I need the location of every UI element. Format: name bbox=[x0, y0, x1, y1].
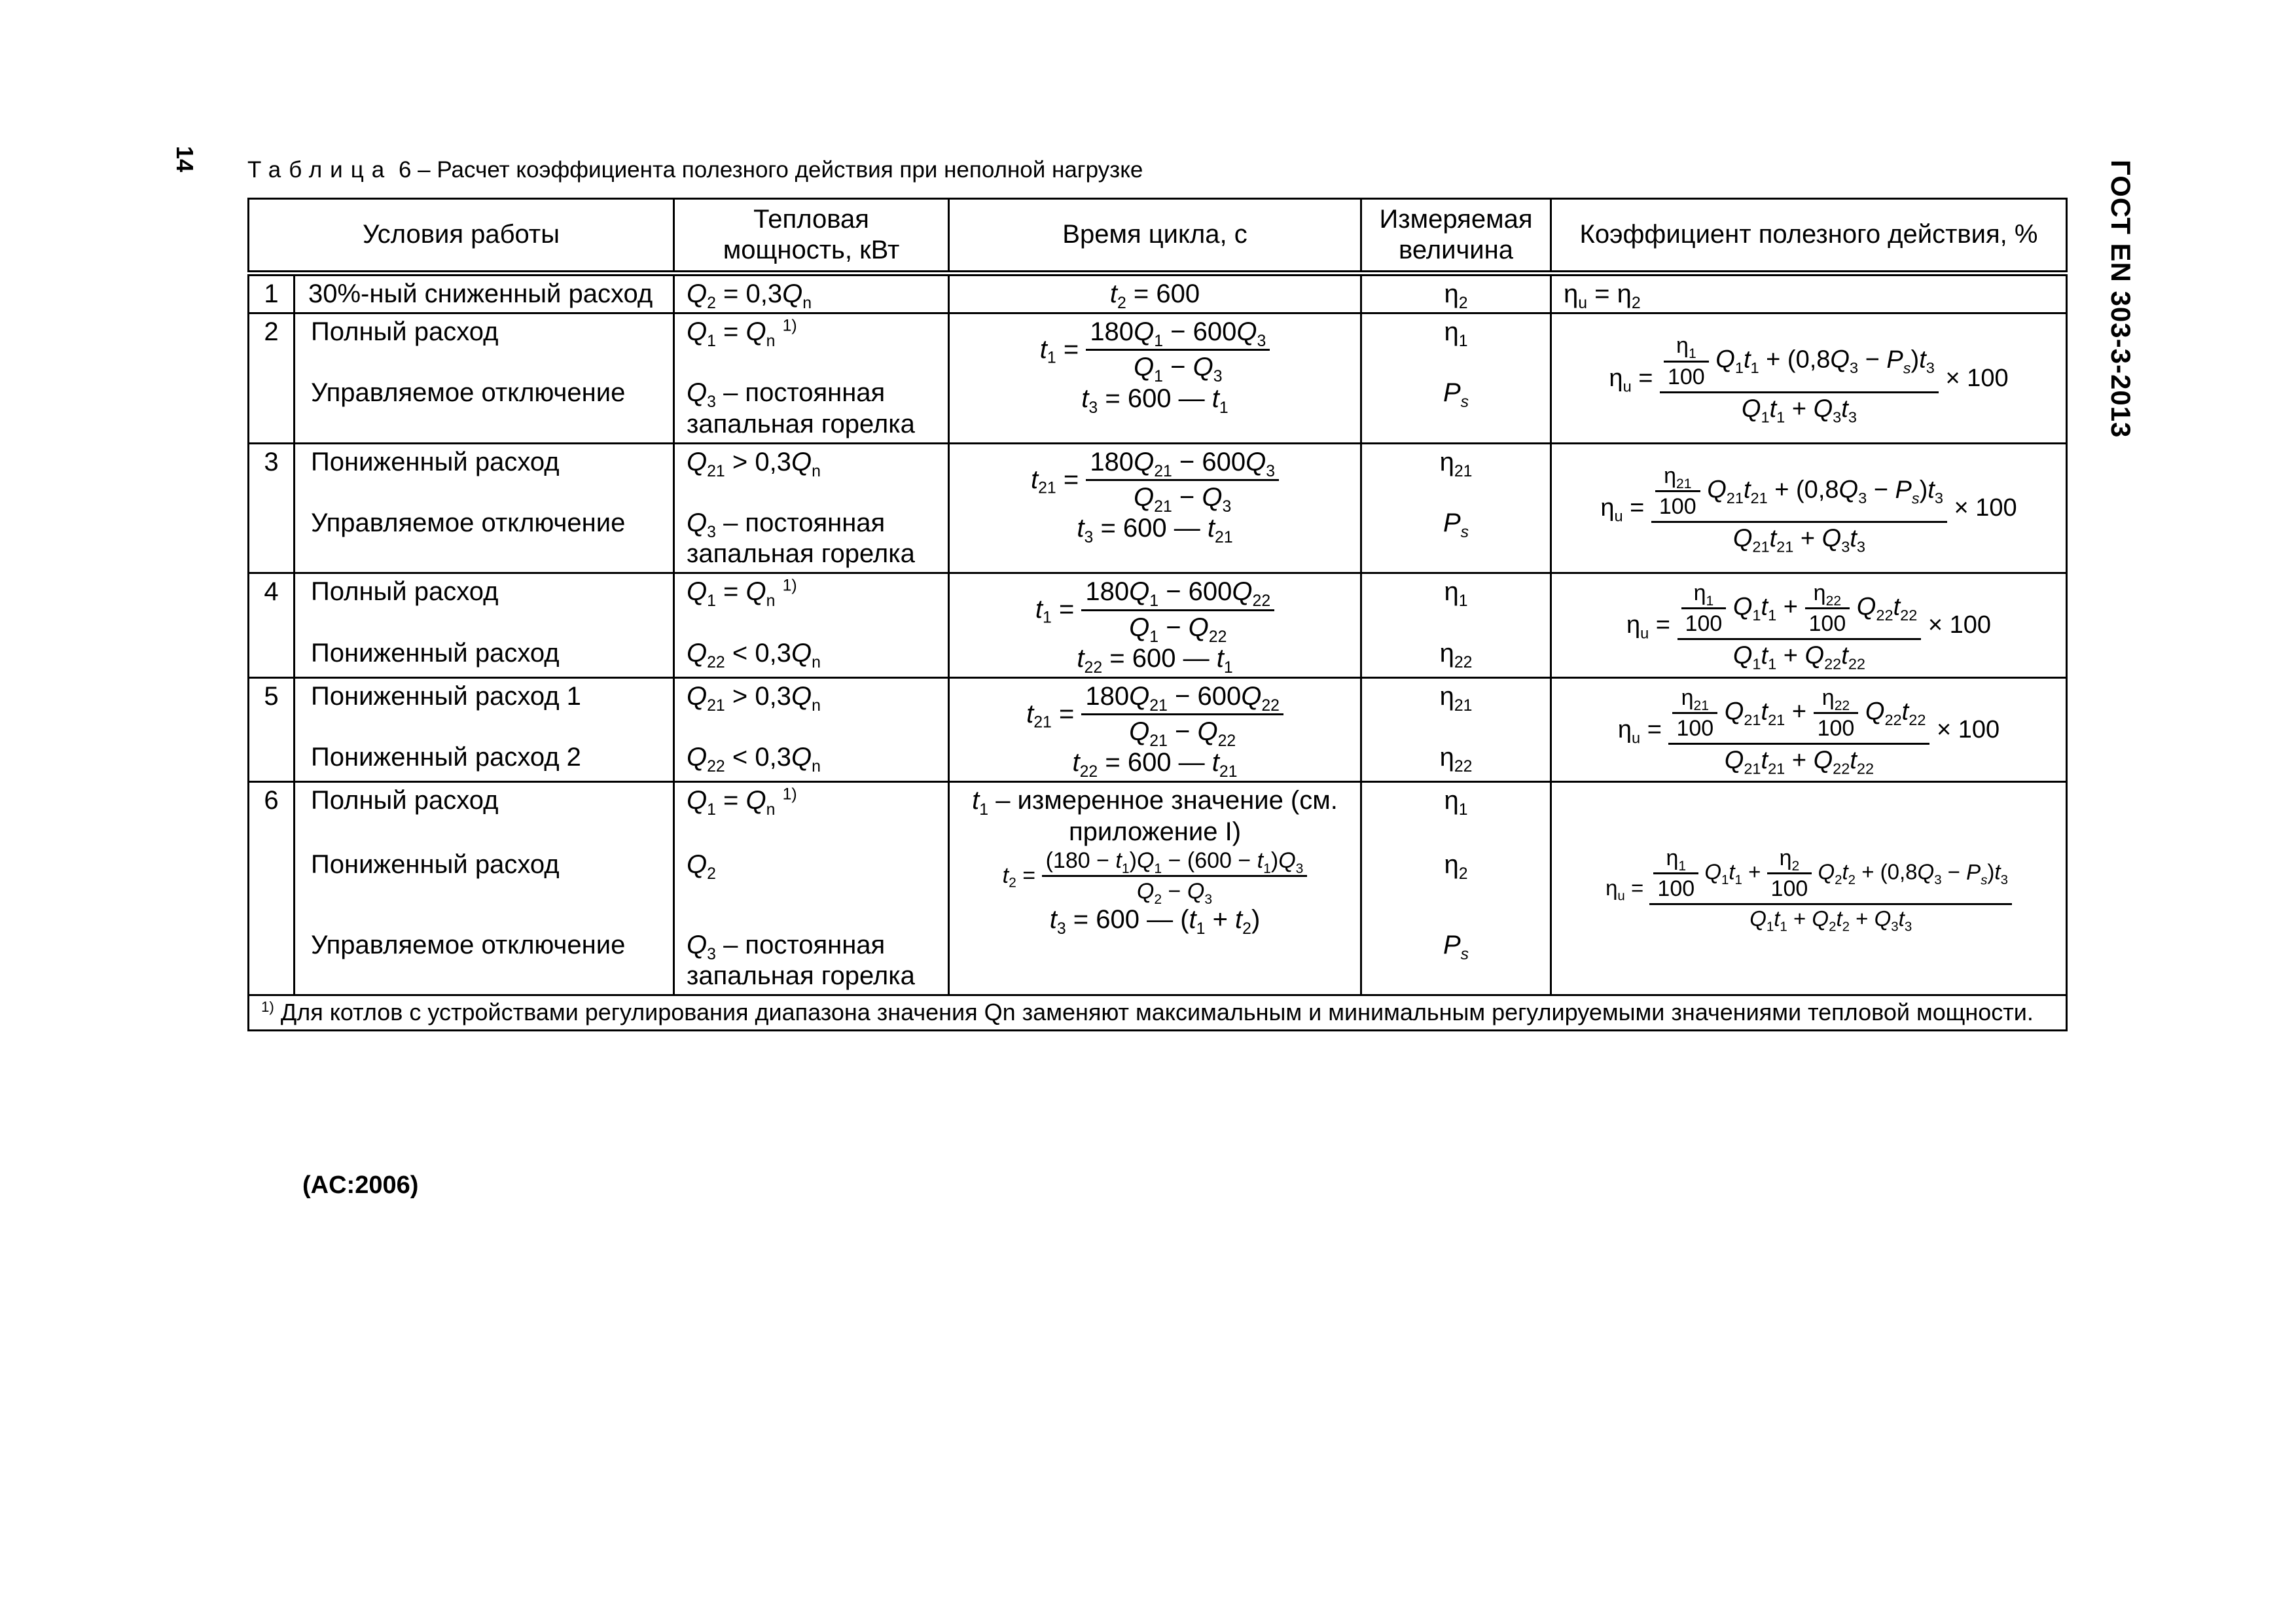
row-efficiency: $\eta_u = \eta_2$ bbox=[1551, 274, 2067, 313]
power-note: – постоянная запальная горелка bbox=[687, 378, 915, 438]
time-formula-text: = 600 — bbox=[1100, 514, 1200, 543]
table-row bbox=[249, 573, 2067, 678]
row-number: 5 bbox=[249, 677, 295, 782]
footnote-row bbox=[249, 995, 2067, 1030]
row-power: $Q_{21} > 0,3Q_n$ $Q_{22} < 0,3Q_n$ bbox=[674, 677, 949, 782]
row-measured: $\eta_{21}$ $\eta_{22}$ bbox=[1361, 677, 1551, 782]
row-cycle-time: $t_1$ = $\frac{180Q_1 - 600Q_3}{Q_1 - Q_3}$ $t_3 = 600$ — $t_1$ bbox=[949, 313, 1361, 444]
condition-1: Полный расход bbox=[311, 317, 499, 347]
row-measured: $\eta_2$ bbox=[1361, 274, 1551, 313]
table-row bbox=[249, 313, 2067, 444]
header-heat-power: Тепловая мощность, кВт bbox=[674, 199, 949, 274]
row-power: $Q_1 = Q_n$ $^{1)}$ $Q_2$ $Q_3$ – постоянная запальная горелка bbox=[674, 782, 949, 995]
row-efficiency: $\eta_u$ = $\frac{\eta_1}{100}$ $Q_1t_1$ + $\frac{\eta_{22}}{100}$ $Q_{22}t_{22}$ $Q_1t_1 + Q_{22}t_{22}$ × 100 bbox=[1551, 573, 2067, 678]
time-formula-text: = 600 — bbox=[1105, 383, 1205, 413]
document-code: ГОСТ EN 303-3-2013 bbox=[2106, 160, 2136, 438]
caption-number: 6 bbox=[398, 157, 412, 183]
row-power: $Q_1 = Q_n$ $^{1)}$ $Q_{22} < 0,3Q_n$ bbox=[674, 573, 949, 678]
amendment-note: (AC:2006) bbox=[302, 1171, 419, 1199]
condition-1: Полный расход bbox=[311, 786, 499, 815]
condition-2: Пониженный расход bbox=[311, 849, 560, 879]
caption-label: Таблица bbox=[247, 157, 393, 183]
row-measured: $\eta_1$ $\eta_2$ $P_s$ bbox=[1361, 782, 1551, 995]
row-conditions bbox=[295, 677, 674, 782]
row-power: $Q_2 = 0,3Q_n$ bbox=[674, 274, 949, 313]
row-measured: $\eta_{21}$ $P_s$ bbox=[1361, 443, 1551, 573]
row-cycle-time: $t_1$ – измеренное значение (см. приложение I) $t_2$ = $\frac{(180 - t_1)Q_1 - (600 - t_1)Q_3}{Q_2 - Q_3}$ $t_3 = 600$ — $(t_1 + t_2)$ bbox=[949, 782, 1361, 995]
condition-1: Полный расход bbox=[311, 577, 499, 607]
row-conditions bbox=[295, 573, 674, 678]
table-footnote: $^{1)}$ Для котлов с устройствами регулирования диапазона значения Qn заменяют максимальным и минимальным регулируемыми значениями тепловой мощности. bbox=[249, 995, 2067, 1030]
header-cycle-time: Время цикла, с bbox=[949, 199, 1361, 274]
row-efficiency: $\eta_u$ = $\frac{\eta_{21}}{100}$ $Q_{21}t_{21} + (0,8Q_3 - P_s)t_3$ $Q_{21}t_{21} + Q_3t_3$ × 100 bbox=[1551, 443, 2067, 573]
header-measured: Измеряемая величина bbox=[1361, 199, 1551, 274]
header-conditions: Условия работы bbox=[249, 199, 674, 274]
row-cycle-time: $t_2 = 600$ bbox=[949, 274, 1361, 313]
row-measured: $\eta_1$ $P_s$ bbox=[1361, 313, 1551, 444]
condition-1: Пониженный расход 1 bbox=[311, 681, 581, 711]
row-power: $Q_1 = Q_n$ $^{1)}$ $Q_3$ – постоянная запальная горелка bbox=[674, 313, 949, 444]
condition-2: Управляемое отключение bbox=[311, 378, 626, 408]
table-row bbox=[249, 443, 2067, 573]
row-conditions bbox=[295, 782, 674, 995]
table-row bbox=[249, 274, 2067, 313]
row-number: 4 bbox=[249, 573, 295, 678]
row-measured: $\eta_1$ $\eta_{22}$ bbox=[1361, 573, 1551, 678]
time-formula-text: = 600 — bbox=[1109, 643, 1210, 673]
row-number: 2 bbox=[249, 313, 295, 444]
row-conditions: 30%-ный сниженный расход bbox=[295, 274, 674, 313]
row-number: 3 bbox=[249, 443, 295, 573]
time-measured-note: – измеренное значение (см. приложение I) bbox=[996, 786, 1338, 846]
condition-2: Управляемое отключение bbox=[311, 508, 626, 537]
row-conditions bbox=[295, 443, 674, 573]
condition-2: Пониженный расход bbox=[311, 638, 560, 668]
row-efficiency: $\eta_u$ = $\frac{\eta_1}{100}$ $Q_1t_1$ + $\frac{\eta_2}{100}$ $Q_2t_2 + (0,8Q_3 - P_s)t_3$ $Q_1t_1 + Q_2t_2 + Q_3t_3$ bbox=[1551, 782, 2067, 995]
row-number: 1 bbox=[249, 274, 295, 313]
row-cycle-time: $t_{21}$ = $\frac{180Q_{21} - 600Q_{22}}{Q_{21} - Q_{22}}$ $t_{22} = 600$ — $t_{21}$ bbox=[949, 677, 1361, 782]
table-caption bbox=[247, 157, 1143, 183]
row-efficiency: $\eta_u$ = $\frac{\eta_{21}}{100}$ $Q_{21}t_{21}$ + $\frac{\eta_{22}}{100}$ $Q_{22}t_{22}$ $Q_{21}t_{21} + Q_{22}t_{22}$ × 100 bbox=[1551, 677, 2067, 782]
page-number: 14 bbox=[171, 145, 199, 173]
row-number: 6 bbox=[249, 782, 295, 995]
row-cycle-time: $t_{21}$ = $\frac{180Q_{21} - 600Q_3}{Q_{21} - Q_3}$ $t_3 = 600$ — $t_{21}$ bbox=[949, 443, 1361, 573]
power-note: – постоянная запальная горелка bbox=[687, 930, 915, 990]
row-conditions bbox=[295, 313, 674, 444]
caption-text: – Расчет коэффициента полезного действия при неполной нагрузке bbox=[418, 157, 1143, 183]
time-formula-text: = 600 — bbox=[1073, 905, 1174, 935]
row-power: $Q_{21} > 0,3Q_n$ $Q_3$ – постоянная запальная горелка bbox=[674, 443, 949, 573]
time-formula-text: = 600 — bbox=[1105, 748, 1205, 777]
table-header-row bbox=[249, 199, 2067, 274]
condition-1: Пониженный расход bbox=[311, 447, 560, 476]
row-efficiency: $\eta_u$ = $\frac{\eta_1}{100}$ $Q_1t_1 + (0,8Q_3 - P_s)t_3$ $Q_1t_1 + Q_3t_3$ × 100 bbox=[1551, 313, 2067, 444]
efficiency-table bbox=[247, 198, 2068, 1031]
condition-3: Управляемое отключение bbox=[311, 930, 626, 959]
power-note: – постоянная запальная горелка bbox=[687, 508, 915, 569]
header-efficiency: Коэффициент полезного действия, % bbox=[1551, 199, 2067, 274]
table-row bbox=[249, 782, 2067, 995]
footnote-text: Для котлов с устройствами регулирования диапазона значения Qn заменяют максимальным и минимальным регулируемыми значениями тепловой мощности. bbox=[280, 999, 2034, 1026]
table-row bbox=[249, 677, 2067, 782]
condition-2: Пониженный расход 2 bbox=[311, 743, 581, 772]
row-cycle-time: $t_1$ = $\frac{180Q_1 - 600Q_{22}}{Q_1 - Q_{22}}$ $t_{22} = 600$ — $t_1$ bbox=[949, 573, 1361, 678]
